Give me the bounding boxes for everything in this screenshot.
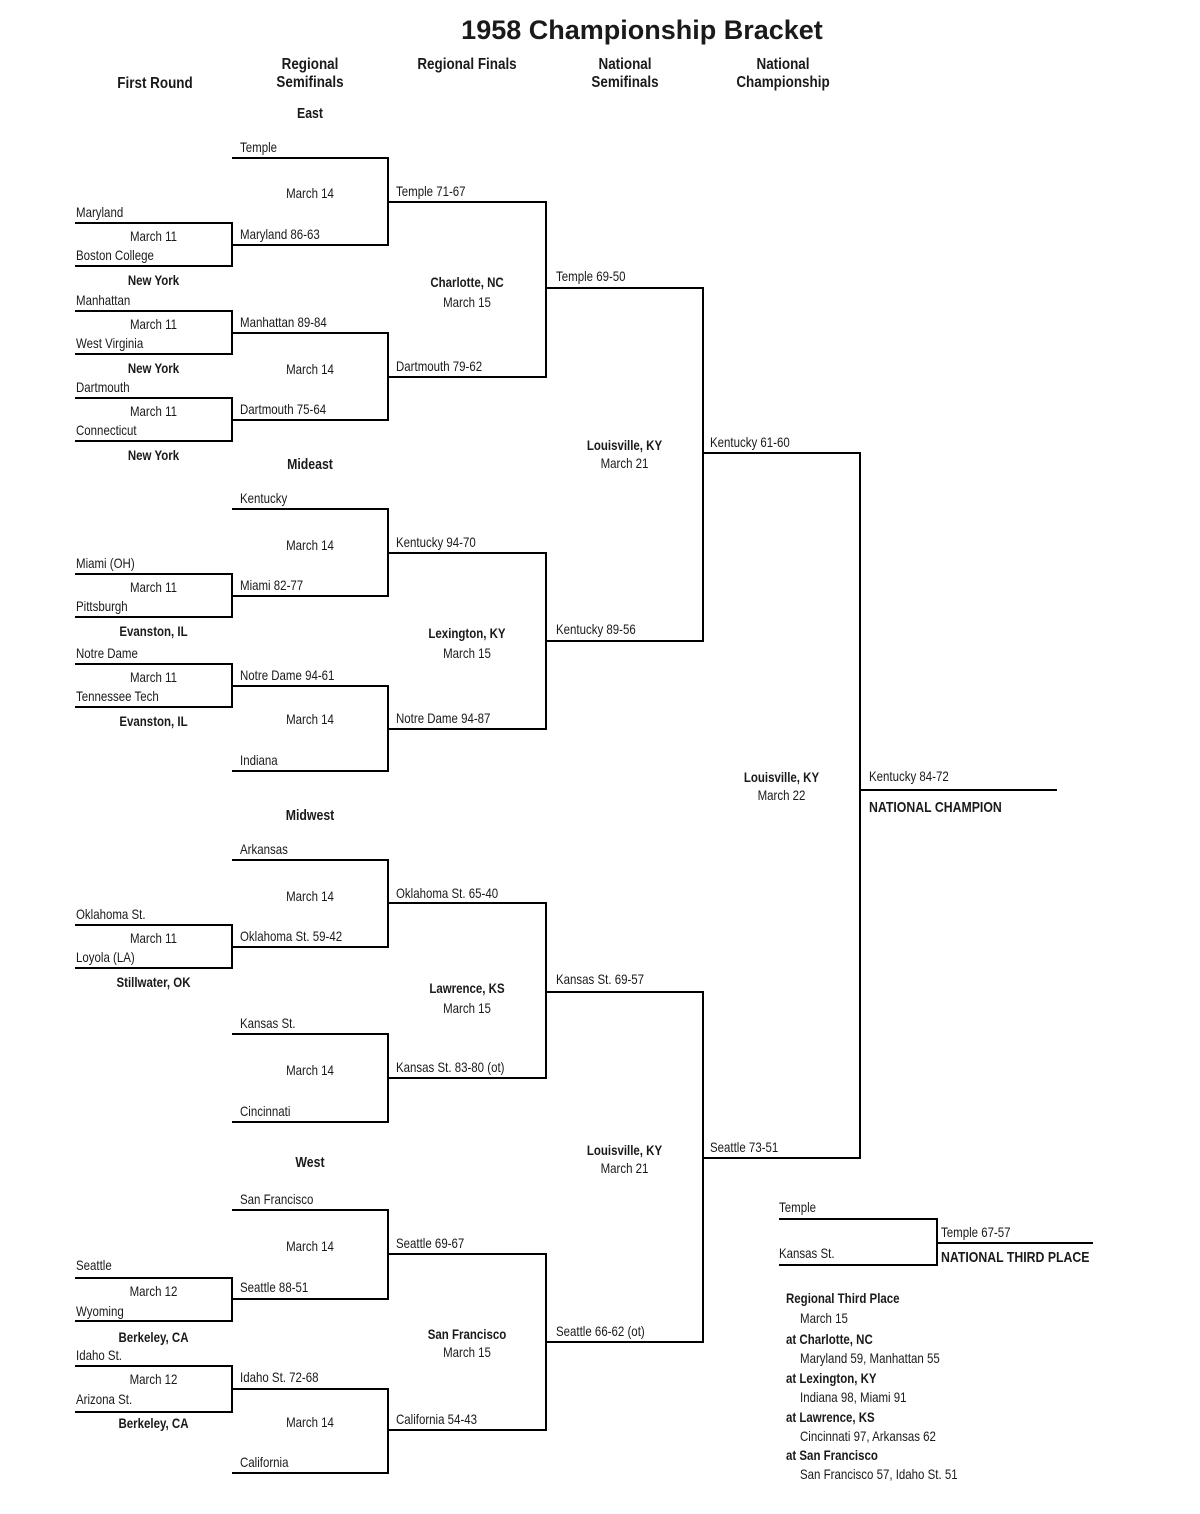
game-date-label: March 11 [129, 403, 177, 419]
third-place-site: at San Francisco [786, 1447, 878, 1463]
bracket-line [937, 1242, 1093, 1244]
bracket-line [75, 222, 232, 224]
team-label: Temple [779, 1199, 817, 1215]
game-date-label: March 11 [129, 316, 177, 332]
winner-label: Seattle 73-51 [710, 1139, 779, 1155]
bracket-line [75, 663, 232, 665]
col-header-regional-finals: Regional Finals [417, 56, 517, 73]
bracket-line [232, 1209, 388, 1211]
winner-label: Seattle 66-62 (ot) [556, 1323, 645, 1339]
game-date-label: March 14 [286, 185, 334, 201]
bracket-line [75, 310, 232, 312]
bracket-line [232, 332, 388, 334]
team-label: Idaho St. [76, 1347, 122, 1363]
bracket-line [232, 685, 388, 687]
team-label: Seattle [76, 1257, 112, 1273]
third-place-site: at Charlotte, NC [786, 1331, 873, 1347]
bye-team-label: Cincinnati [240, 1103, 291, 1119]
national-third-place-caption: NATIONAL THIRD PLACE [941, 1249, 1090, 1266]
game-date-label: March 14 [286, 1062, 334, 1078]
game-date-label: March 12 [129, 1283, 178, 1299]
venue-date-label: March 21 [600, 455, 649, 471]
game-date-label: March 14 [286, 888, 334, 904]
game-date-label: March 14 [286, 1414, 334, 1430]
team-label: Miami (OH) [76, 555, 135, 571]
game-date-label: March 12 [129, 1371, 178, 1387]
bracket-line [75, 1411, 232, 1413]
team-label: Loyola (LA) [76, 949, 135, 965]
team-label: Oklahoma St. [76, 906, 146, 922]
winner-label: Kentucky 89-56 [556, 621, 636, 637]
bracket-line [779, 1218, 937, 1220]
winner-label: Idaho St. 72-68 [240, 1369, 319, 1385]
team-label: Arizona St. [76, 1391, 133, 1407]
winner-label: Kentucky 84-72 [869, 768, 949, 784]
bracket-line [75, 924, 232, 926]
bracket-line [75, 616, 232, 618]
team-label: Wyoming [76, 1303, 124, 1319]
game-site-label: Berkeley, CA [118, 1415, 189, 1431]
region-title-midwest: Midwest [285, 807, 335, 824]
bracket-line [388, 1429, 546, 1431]
bracket-line [232, 1033, 388, 1035]
bracket-line [75, 967, 232, 969]
venue-date-label: March 22 [757, 787, 806, 803]
team-label: West Virginia [76, 335, 144, 351]
team-label: Connecticut [76, 422, 137, 438]
bracket-line [703, 1157, 860, 1159]
third-place-result: Indiana 98, Miami 91 [800, 1389, 907, 1405]
winner-label: Temple 71-67 [396, 183, 466, 199]
game-site-label: Evanston, IL [119, 623, 188, 639]
venue-label: Louisville, KY [586, 1142, 663, 1158]
winner-label: Kentucky 61-60 [710, 434, 790, 450]
bracket-line [232, 859, 388, 861]
col-header-first-round: First Round [117, 75, 193, 92]
bracket-line [232, 1388, 388, 1390]
bracket-line [232, 1298, 388, 1300]
bracket-line [546, 1341, 703, 1343]
bracket-line [232, 946, 388, 948]
team-label: Manhattan [76, 292, 131, 308]
bracket-line [702, 287, 704, 642]
venue-date-label: March 15 [443, 1000, 491, 1016]
winner-label: Dartmouth 79-62 [396, 358, 483, 374]
bracket-line [75, 706, 232, 708]
regional-third-place-heading: Regional Third Place [786, 1290, 900, 1306]
venue-label: Louisville, KY [586, 437, 663, 453]
winner-label: Dartmouth 75-64 [240, 401, 327, 417]
bracket-line [75, 1320, 232, 1322]
winner-label: Oklahoma St. 59-42 [240, 928, 343, 944]
bracket-line [232, 244, 388, 246]
game-site-label: Stillwater, OK [116, 974, 191, 990]
national-champion-caption: NATIONAL CHAMPION [869, 799, 1002, 816]
regional-third-place-date: March 15 [800, 1310, 848, 1326]
winner-label: Kentucky 94-70 [396, 534, 476, 550]
bracket-line [232, 157, 388, 159]
winner-label: Manhattan 89-84 [240, 314, 327, 330]
team-label: Pittsburgh [76, 598, 128, 614]
game-date-label: March 14 [286, 537, 334, 553]
bracket-line [859, 452, 861, 1159]
game-date-label: March 14 [286, 1238, 334, 1254]
winner-label: California 54-43 [396, 1411, 478, 1427]
game-date-label: March 11 [129, 930, 177, 946]
col-header-national-semifinals: National Semifinals [591, 56, 659, 91]
bracket-line [75, 265, 232, 267]
bracket-line [388, 1253, 546, 1255]
region-title-east: East [297, 105, 323, 122]
venue-date-label: March 15 [443, 294, 491, 310]
winner-label: Seattle 88-51 [240, 1279, 309, 1295]
game-date-label: March 11 [129, 669, 177, 685]
bye-team-label: Kansas St. [240, 1015, 296, 1031]
venue-label: Charlotte, NC [430, 274, 504, 290]
bracket-line [232, 419, 388, 421]
winner-label: Miami 82-77 [240, 577, 304, 593]
bye-team-label: Arkansas [240, 841, 288, 857]
bracket-line [75, 1365, 232, 1367]
bye-team-label: California [240, 1454, 289, 1470]
col-header-regional-semifinals: Regional Semifinals [276, 56, 344, 91]
team-label: Maryland [76, 204, 124, 220]
bracket-line [702, 991, 704, 1343]
team-label: Tennessee Tech [76, 688, 159, 704]
winner-label: Kansas St. 83-80 (ot) [396, 1059, 505, 1075]
bracket-title: 1958 Championship Bracket [461, 15, 823, 45]
winner-label: Seattle 69-67 [396, 1235, 465, 1251]
venue-date-label: March 21 [600, 1160, 649, 1176]
bracket-line [232, 1472, 388, 1474]
venue-date-label: March 15 [443, 645, 491, 661]
team-label: Notre Dame [76, 645, 138, 661]
game-site-label: New York [127, 272, 180, 288]
bracket-line [546, 287, 703, 289]
third-place-site: at Lawrence, KS [786, 1409, 875, 1425]
winner-label: Maryland 86-63 [240, 226, 320, 242]
bracket-line [546, 991, 703, 993]
venue-label: Lexington, KY [428, 625, 506, 641]
game-date-label: March 14 [286, 361, 334, 377]
bracket-line [779, 1264, 937, 1266]
bracket-line [232, 595, 388, 597]
bracket-line [232, 770, 388, 772]
col-header-national-championship: National Championship [736, 56, 830, 91]
bracket-line [75, 397, 232, 399]
bracket-line [546, 640, 703, 642]
bracket-line [232, 508, 388, 510]
game-date-label: March 14 [286, 711, 334, 727]
game-site-label: Evanston, IL [119, 713, 188, 729]
third-place-result: Cincinnati 97, Arkansas 62 [800, 1428, 936, 1444]
venue-label: Louisville, KY [743, 769, 820, 785]
winner-label: Oklahoma St. 65-40 [396, 885, 499, 901]
bye-team-label: Kentucky [240, 490, 288, 506]
game-site-label: New York [127, 447, 180, 463]
game-date-label: March 11 [129, 579, 177, 595]
game-site-label: Berkeley, CA [118, 1329, 189, 1345]
bracket-line [388, 376, 546, 378]
bracket-line [388, 728, 546, 730]
bracket-line [388, 902, 546, 904]
bracket-line [75, 353, 232, 355]
game-site-label: New York [127, 360, 180, 376]
winner-label: Temple 67-57 [941, 1224, 1011, 1240]
bracket-line [387, 1388, 389, 1474]
team-label: Dartmouth [76, 379, 130, 395]
third-place-site: at Lexington, KY [786, 1370, 877, 1386]
third-place-result: Maryland 59, Manhattan 55 [800, 1350, 940, 1366]
venue-date-label: March 15 [443, 1344, 491, 1360]
bracket-line [388, 552, 546, 554]
bracket-line [388, 1077, 546, 1079]
winner-label: Notre Dame 94-61 [240, 667, 335, 683]
team-label: Boston College [76, 247, 154, 263]
bracket-line [545, 201, 547, 378]
region-title-west: West [295, 1154, 325, 1171]
bracket-line [860, 789, 1057, 791]
bracket-line [75, 573, 232, 575]
winner-label: Kansas St. 69-57 [556, 971, 645, 987]
winner-label: Notre Dame 94-87 [396, 710, 491, 726]
venue-label: Lawrence, KS [429, 980, 505, 996]
team-label: Kansas St. [779, 1245, 835, 1261]
bracket-line [75, 1277, 232, 1279]
winner-label: Temple 69-50 [556, 268, 626, 284]
bracket-line [232, 1121, 388, 1123]
third-place-result: San Francisco 57, Idaho St. 51 [800, 1466, 958, 1482]
bracket-line [75, 440, 232, 442]
game-date-label: March 11 [129, 228, 177, 244]
bye-team-label: Temple [240, 139, 278, 155]
bracket-line [388, 201, 546, 203]
bye-team-label: San Francisco [240, 1191, 314, 1207]
region-title-mideast: Mideast [287, 456, 333, 473]
venue-label: San Francisco [427, 1326, 507, 1342]
bye-team-label: Indiana [240, 752, 278, 768]
bracket-line [703, 452, 860, 454]
